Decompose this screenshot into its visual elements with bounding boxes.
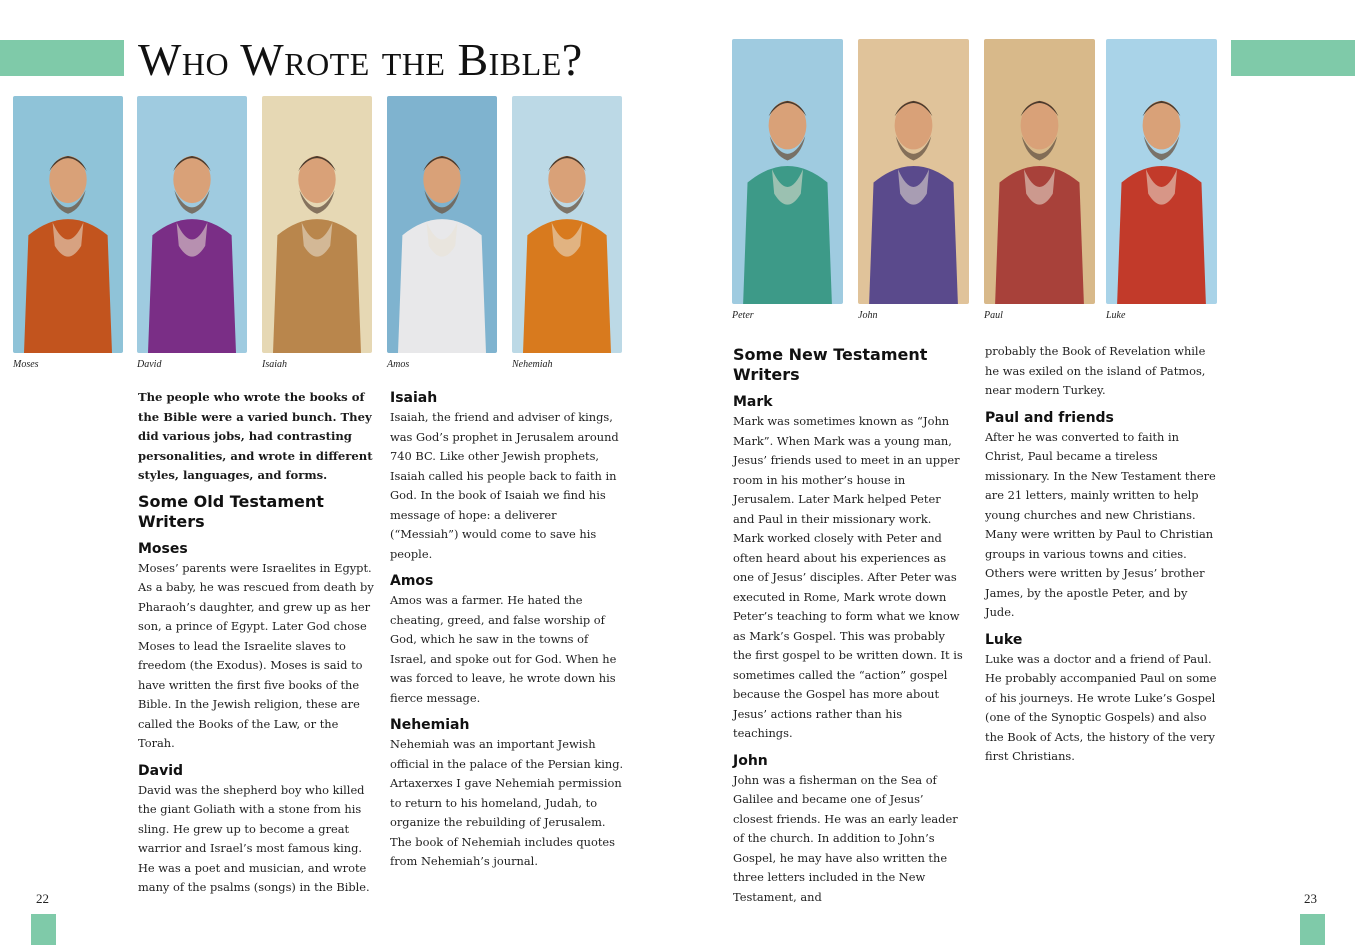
intro-text: The people who wrote the books of the Bible were a varied bunch. They did various jobs, had contrasting personalities, and wrote in different styles, languages, and forms. bbox=[138, 390, 373, 482]
text-david: David was the shepherd boy who killed the giant Goliath with a stone from his sling. He grew up to become a great warrior and Israel’s most famous king. He was a poet and musician, and wrote many of the psalms (songs) in the Bible. bbox=[138, 782, 370, 894]
accent-band-top-left bbox=[0, 40, 124, 76]
section-heading-old-testament: Some Old Testament Writers bbox=[138, 491, 324, 531]
heading-isaiah: Isaiah bbox=[390, 390, 438, 406]
caption-nehemiah: Nehemiah bbox=[512, 359, 553, 370]
text-nehemiah: Nehemiah was an important Jewish official in the palace of the Persian king. Artaxerxes I gave Nehemiah permission to return to his homeland, Judah, to organize the rebuilding of Jerusalem. The book of Nehemiah includes quotes from Nehemiah’s journal. bbox=[390, 737, 624, 868]
portrait-peter bbox=[732, 39, 843, 304]
text-mark: Mark was sometimes known as “John Mark”. When Mark was a young man, Jesus’ friends used to meet in an upper room in his mother’s house in Jerusalem. Later Mark helped Peter and Paul in their missionary work. Mark worked closely with Peter and often heard about his experiences as one of Jesus’ disciples. After Peter was executed in Rome, Mark wrote down Peter’s teaching to form what we know as Mark’s Gospel. This was probably the first gospel to be written down. It is sometimes called the “action” gospel because the Gospel has more about Jesus’ actions rather than his teachings. bbox=[733, 414, 963, 740]
text-john: John was a fisherman on the Sea of Galilee and became one of Jesus’ closest friends. He was an early leader of the church. In addition to John’s Gospel, he may have also written the three letters included in the New Testament, and bbox=[733, 772, 958, 904]
heading-amos: Amos bbox=[390, 573, 434, 589]
caption-paul: Paul bbox=[984, 310, 1003, 321]
heading-mark: Mark bbox=[733, 394, 773, 410]
text-paul: After he was converted to faith in Christ, Paul became a tireless missionary. In the New Testament there are 21 letters, mainly written to help young churches and new Christians. Many were written by Paul to Christian groups in various towns and cities. Others were written by Jesus’ brother James, by the apostle Peter, and by Jude. bbox=[985, 429, 1216, 619]
accent-band-bottom-left bbox=[31, 914, 56, 945]
heading-moses: Moses bbox=[138, 540, 188, 557]
caption-john: John bbox=[858, 310, 878, 321]
caption-david: David bbox=[137, 359, 162, 370]
right-column-2 bbox=[985, 342, 1217, 767]
accent-band-top-right bbox=[1231, 40, 1355, 76]
left-column-2 bbox=[390, 389, 626, 872]
right-column-1 bbox=[733, 345, 965, 907]
text-isaiah: Isaiah, the friend and adviser of kings, was God’s prophet in Jerusalem around 740 BC. Like other Jewish prophets, Isaiah called his people back to faith in God. In the book of Isaiah we find his message of hope: a deliverer (“Messiah”) would come to save his people. bbox=[390, 410, 619, 561]
portrait-luke bbox=[1106, 39, 1217, 304]
heading-john: John bbox=[733, 752, 768, 769]
caption-moses: Moses bbox=[13, 359, 39, 370]
section-heading-new-testament: Some New Testament Writers bbox=[733, 345, 928, 384]
text-amos: Amos was a farmer. He hated the cheating, greed, and false worship of God, which he saw in the towns of Israel, and spoke out for God. When he was forced to leave, he wrote down his fierce message. bbox=[390, 593, 617, 705]
heading-david: David bbox=[138, 762, 184, 779]
portrait-isaiah bbox=[262, 96, 372, 353]
caption-amos: Amos bbox=[387, 359, 410, 370]
portrait-john bbox=[858, 39, 969, 304]
accent-band-bottom-right bbox=[1300, 914, 1325, 945]
portrait-amos bbox=[387, 96, 497, 353]
heading-luke: Luke bbox=[985, 631, 1023, 648]
caption-isaiah: Isaiah bbox=[262, 359, 287, 370]
left-column-1 bbox=[138, 388, 374, 898]
text-moses: Moses’ parents were Israelites in Egypt. As a baby, he was rescued from death by Pharaoh’s daughter, and grew up as her son, a prince of Egypt. Later God chose Moses to lead the Israelite slaves to freedom (the Exodus). Moses is said to have written the first five books of the Bible. In the Jewish religion, these are called the Books of the Law, or the Torah. bbox=[138, 560, 374, 750]
heading-nehemiah: Nehemiah bbox=[390, 717, 470, 733]
text-luke: Luke was a doctor and a friend of Paul. He probably accompanied Paul on some of his journeys. He wrote Luke’s Gospel (one of the Synoptic Gospels) and also the Book of Acts, the history of the very first Christians. bbox=[985, 651, 1217, 763]
heading-paul: Paul and friends bbox=[985, 409, 1114, 426]
portrait-paul bbox=[984, 39, 1095, 304]
portrait-david bbox=[137, 96, 247, 353]
caption-peter: Peter bbox=[732, 310, 754, 321]
page-number-left: 22 bbox=[36, 891, 49, 906]
page-title: Who Wrote the Bible? bbox=[138, 34, 583, 85]
portrait-nehemiah bbox=[512, 96, 622, 353]
portrait-moses bbox=[13, 96, 123, 353]
text-john-continued: probably the Book of Revelation while he was exiled on the island of Patmos, near modern Turkey. bbox=[985, 344, 1206, 397]
caption-luke: Luke bbox=[1106, 310, 1126, 321]
page-number-right: 23 bbox=[1304, 891, 1317, 906]
